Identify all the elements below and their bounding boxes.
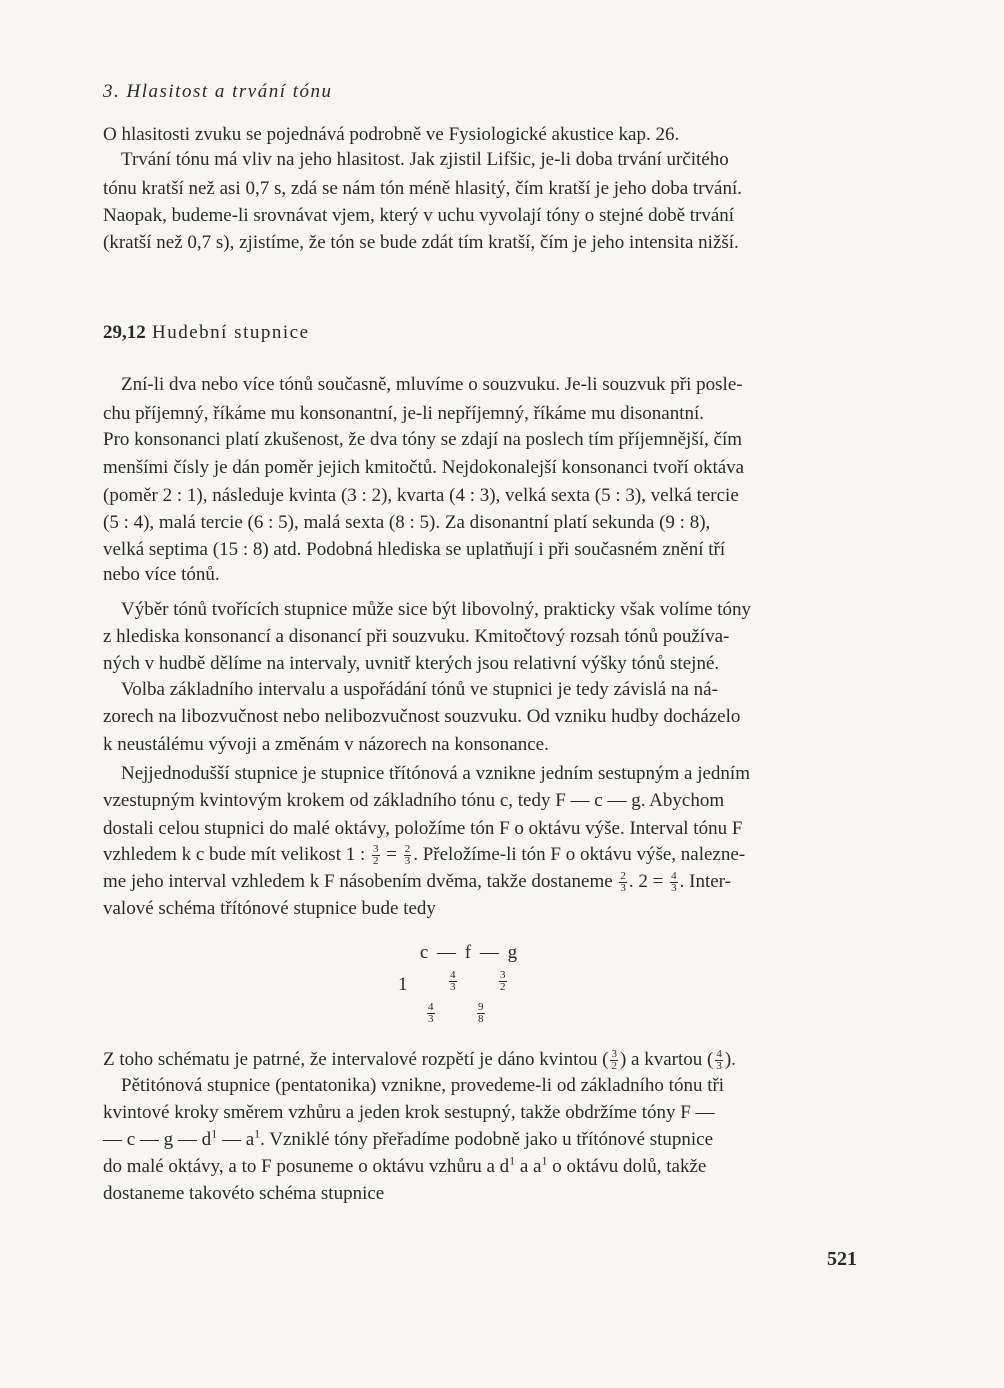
- fraction: [499, 970, 507, 993]
- fraction: [404, 844, 412, 867]
- fraction: [715, 1049, 723, 1072]
- page-number: 521: [827, 1248, 857, 1270]
- text-run: . Přeložíme-li tón F o oktávu výše, nalezne-: [413, 844, 746, 865]
- numerator: 2: [404, 843, 411, 856]
- paragraph-line: Zní-li dva nebo více tónů současně, mluvíme o souzvuku. Je-li souzvuk při posle-: [121, 374, 743, 395]
- text-run: do malé oktávy, a to F posuneme o oktávu vzhůru a d: [103, 1156, 510, 1177]
- fraction: [427, 1002, 435, 1025]
- paragraph-line: vzestupným kvintovým krokem od základního tónu c, tedy F — c — g. Abychom: [103, 790, 725, 811]
- paragraph-line: (5 : 4), malá tercie (6 : 5), malá sexta (8 : 5). Za disonantní platí sekunda (9 : 8),: [103, 512, 711, 533]
- paragraph-line: velká septima (15 : 8) atd. Podobná hlediska se uplatňují i při současném znění tří: [103, 539, 726, 560]
- denominator: 3: [450, 981, 456, 994]
- text-run: ) a kvartou (: [619, 1049, 714, 1070]
- paragraph-line: tónu kratší než asi 0,7 s, zdá se nám tón méně hlasitý, čím kratší je jeho doba trvání.: [103, 178, 742, 199]
- paragraph-line: valové schéma třítónové stupnice bude tedy: [103, 898, 436, 919]
- denominator: 3: [671, 882, 677, 895]
- text-run: . Inter-: [679, 871, 731, 892]
- paragraph-line: Pro konsonanci platí zkušenost, že dva tóny se zdají na poslech tím příjemnější, čím: [103, 429, 742, 450]
- numerator: 4: [450, 969, 456, 982]
- paragraph-line: zorech na libozvučnost nebo nelibozvučnost souzvuku. Od vzniku hudby docházelo: [103, 706, 741, 727]
- paragraph-line: k neustálému vývoji a změnám v názorech na konsonance.: [103, 734, 549, 755]
- scheme-ratio: [447, 969, 459, 993]
- fraction: [477, 1002, 485, 1025]
- denominator: 8: [478, 1013, 484, 1026]
- text-run: vzhledem k c bude mít velikost 1 :: [103, 844, 366, 865]
- scheme-ratio: 1: [398, 974, 408, 995]
- numerator: 3: [373, 843, 379, 856]
- superscript: 1: [211, 1126, 218, 1141]
- denominator: 3: [620, 882, 626, 895]
- paragraph-line: [103, 1048, 736, 1072]
- superscript: 1: [541, 1153, 548, 1168]
- paragraph-line: Volba základního intervalu a uspořádání tónů ve stupnici je tedy závislá na ná-: [121, 679, 718, 700]
- paragraph-line: menšími čísly je dán poměr jejich kmitočtů. Nejdokonalejší konsonanci tvoří oktáva: [103, 457, 745, 478]
- scheme-notes: c — f — g: [419, 942, 520, 963]
- superscript: 1: [254, 1126, 261, 1141]
- fraction: [449, 970, 457, 993]
- paragraph-line: kvintové kroky směrem vzhůru a jeden krok sestupný, takže obdržíme tóny F —: [103, 1102, 715, 1123]
- superscript: 1: [509, 1153, 516, 1168]
- text-run: . 2 =: [628, 871, 664, 892]
- paragraph-line: nebo více tónů.: [103, 564, 220, 585]
- paragraph-line: Naopak, budeme-li srovnávat vjem, který v uchu vyvolají tóny o stejné době trvání: [103, 205, 735, 226]
- denominator: 3: [428, 1013, 434, 1026]
- numerator: 4: [671, 870, 677, 883]
- paragraph-line: dostali celou stupnici do malé oktávy, položíme tón F o oktávu výše. Interval tónu F: [103, 818, 743, 839]
- text-run: — c — g — d: [103, 1129, 212, 1150]
- text-run: me jeho interval vzhledem k F násobením dvěma, takže dostaneme: [103, 871, 613, 892]
- paragraph-line: Trvání tónu má vliv na jeho hlasitost. Jak zjistil Lifšic, je-li doba trvání určitého: [121, 149, 729, 170]
- text-run: o oktávu dolů, takže: [547, 1156, 707, 1177]
- text-run: ).: [724, 1049, 736, 1070]
- section-number: 29,12: [103, 322, 146, 343]
- paragraph-line: Nejjednodušší stupnice je stupnice třítónová a vznikne jedním sestupným a jedním: [121, 763, 750, 784]
- paragraph-line: dostaneme takovéto schéma stupnice: [103, 1183, 385, 1204]
- paragraph-line: Pětitónová stupnice (pentatonika) vznikne, provedeme-li od základního tónu tři: [121, 1075, 725, 1096]
- text-run: =: [386, 844, 397, 865]
- numerator: 2: [620, 870, 626, 883]
- paragraph-line: O hlasitosti zvuku se pojednává podrobně ve Fysiologické akustice kap. 26.: [103, 124, 680, 145]
- section-heading: [103, 321, 310, 345]
- denominator: 3: [404, 855, 411, 868]
- paragraph-line: [103, 843, 745, 867]
- scheme-interval: [475, 1001, 487, 1025]
- paragraph-line: [103, 870, 731, 894]
- paragraph-line: ných v hudbě dělíme na intervaly, uvnitř kterých jsou relativní výšky tónů stejné.: [103, 653, 720, 674]
- fraction: [372, 844, 380, 867]
- section-title: Hudební stupnice: [152, 322, 310, 343]
- paragraph-line: [103, 1128, 713, 1152]
- text-run: — a: [217, 1129, 255, 1150]
- denominator: 3: [716, 1060, 722, 1073]
- paragraph-line: (kratší než 0,7 s), zjistíme, že tón se bude zdát tím kratší, čím je jeho intensita nižší.: [103, 232, 739, 253]
- scheme-ratio: [497, 969, 509, 993]
- numerator: 9: [478, 1001, 484, 1014]
- text-run: Z toho schématu je patrné, že intervalové rozpětí je dáno kvintou (: [103, 1049, 609, 1070]
- numerator: 3: [500, 969, 506, 982]
- numerator: 3: [611, 1048, 617, 1061]
- numerator: 4: [428, 1001, 434, 1014]
- paragraph-line: Výběr tónů tvořících stupnice může sice být libovolný, prakticky však volíme tóny: [121, 599, 752, 620]
- numerator: 4: [716, 1048, 722, 1061]
- denominator: 2: [500, 981, 506, 994]
- denominator: 2: [611, 1060, 617, 1073]
- paragraph-line: (poměr 2 : 1), následuje kvinta (3 : 2), kvarta (4 : 3), velká sexta (5 : 3), velká tercie: [103, 485, 739, 506]
- denominator: 2: [373, 855, 379, 868]
- paragraph-line: z hlediska konsonancí a disonancí při souzvuku. Kmitočtový rozsah tónů používa-: [103, 626, 730, 647]
- fraction: [670, 871, 678, 894]
- section-heading: 3. Hlasitost a trvání tónu: [103, 81, 333, 102]
- text-run: a a: [515, 1156, 542, 1177]
- paragraph-line: [103, 1155, 706, 1179]
- text-run: . Vzniklé tóny přeřadíme podobně jako u třítónové stupnice: [260, 1129, 714, 1150]
- fraction: [610, 1049, 618, 1072]
- fraction: [619, 871, 627, 894]
- scheme-interval: [425, 1001, 437, 1025]
- paragraph-line: chu příjemný, říkáme mu konsonantní, je-li nepříjemný, říkáme mu disonantní.: [103, 403, 705, 424]
